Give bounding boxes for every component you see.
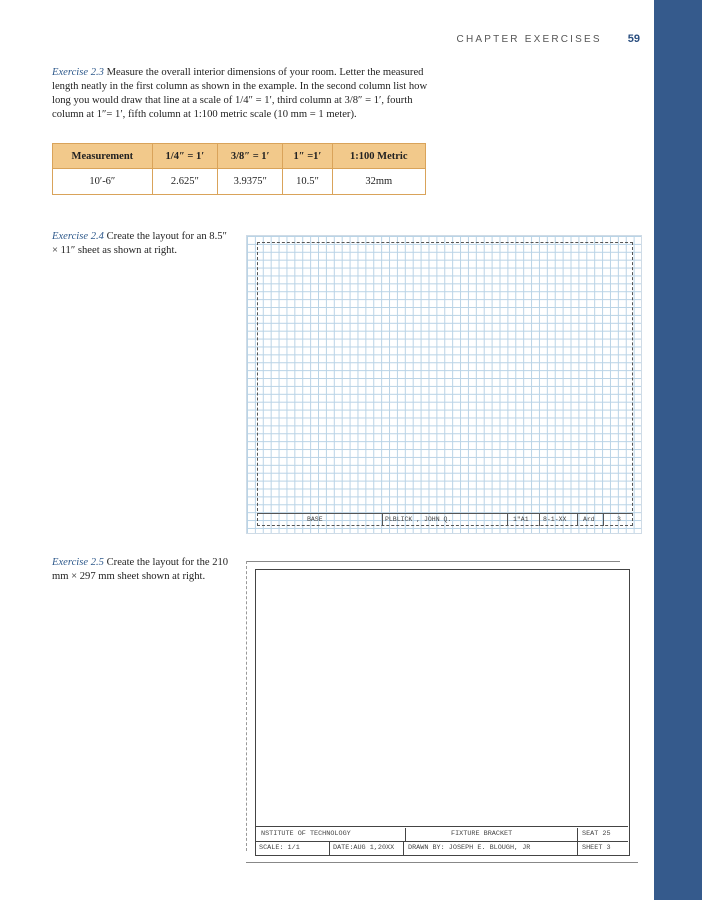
divider bbox=[403, 842, 404, 855]
table-cell: 10′-6″ bbox=[53, 169, 153, 195]
exercise-2-4 bbox=[52, 230, 230, 258]
exercise-label: Exercise 2.3 bbox=[52, 67, 104, 78]
title-sheet: SHEET 3 bbox=[582, 844, 611, 852]
divider bbox=[577, 828, 578, 841]
divider bbox=[405, 828, 406, 841]
title-field-b: Ard bbox=[583, 516, 595, 523]
table-header: 1″ =1′ bbox=[283, 144, 332, 169]
exercise-label: Exercise 2.5 bbox=[52, 557, 104, 568]
divider bbox=[577, 514, 578, 526]
table-cell: 32mm bbox=[332, 169, 425, 195]
measurement-table bbox=[52, 143, 426, 195]
divider bbox=[539, 514, 540, 526]
page-number: 59 bbox=[627, 33, 640, 45]
title-drawing-name: FIXTURE BRACKET bbox=[451, 830, 513, 838]
divider bbox=[382, 514, 383, 526]
sheet-trim-bottom bbox=[246, 862, 638, 863]
table-header: 1:100 Metric bbox=[332, 144, 425, 169]
table-header: Measurement bbox=[53, 144, 153, 169]
title-row bbox=[255, 828, 628, 841]
table-header-row bbox=[53, 144, 426, 169]
divider bbox=[603, 514, 604, 526]
title-field-c: 3 bbox=[617, 516, 621, 523]
title-seat: SEAT 25 bbox=[582, 830, 611, 838]
table-cell: 2.625″ bbox=[152, 169, 217, 195]
title-block bbox=[257, 513, 633, 526]
exercise-label: Exercise 2.4 bbox=[52, 231, 104, 242]
title-date: DATE:AUG 1,20XX bbox=[333, 844, 395, 852]
page-header bbox=[457, 33, 640, 45]
divider bbox=[577, 842, 578, 855]
table-cell: 10.5″ bbox=[283, 169, 332, 195]
metric-title-block bbox=[255, 826, 628, 855]
exercise-text: Create the layout for an 8.5″ × 11″ sheet as shown at right. bbox=[52, 231, 227, 256]
title-drawn-by: DRAWN BY: JOSEPH E. BLOUGH, JR bbox=[408, 844, 531, 852]
title-scale: SCALE: 1/1 bbox=[259, 844, 300, 852]
table-header: 1/4″ = 1′ bbox=[152, 144, 217, 169]
title-date: 8-1-XX bbox=[543, 516, 567, 523]
grid-sheet-layout bbox=[246, 235, 642, 534]
title-institute: NSTITUTE OF TECHNOLOGY bbox=[261, 830, 351, 838]
exercise-2-5 bbox=[52, 556, 230, 584]
title-name: PLBLICK , JOHN Q. bbox=[385, 516, 452, 523]
table-cell: 3.9375″ bbox=[218, 169, 283, 195]
chapter-sidebar bbox=[654, 0, 702, 900]
chapter-title: CHAPTER EXERCISES bbox=[456, 34, 602, 45]
sheet-border bbox=[257, 242, 633, 526]
title-row bbox=[255, 841, 628, 855]
table-row bbox=[53, 169, 426, 195]
title-field-a: 1"A1 bbox=[513, 516, 529, 523]
exercise-text: Create the layout for the 210 mm × 297 mm sheet shown at right. bbox=[52, 557, 229, 582]
sheet-trim-top bbox=[246, 561, 620, 562]
metric-sheet-border bbox=[255, 569, 630, 856]
exercise-text: Measure the overall interior dimensions of your room. Letter the measured length neatly in the first column as shown in the example. In the second column list how long you would draw that line at a scale of 1/4″ = 1′, third column at 3/8″ = 1′, fourth column at 1″= 1′, fifth column at 1:100 metric scale (10 mm = 1 meter). bbox=[52, 67, 428, 120]
exercise-2-3 bbox=[52, 66, 430, 122]
divider bbox=[507, 514, 508, 526]
table-header: 3/8″ = 1′ bbox=[218, 144, 283, 169]
sheet-trim-left bbox=[246, 561, 247, 851]
divider bbox=[329, 842, 330, 855]
title-base: BASE bbox=[307, 516, 323, 523]
